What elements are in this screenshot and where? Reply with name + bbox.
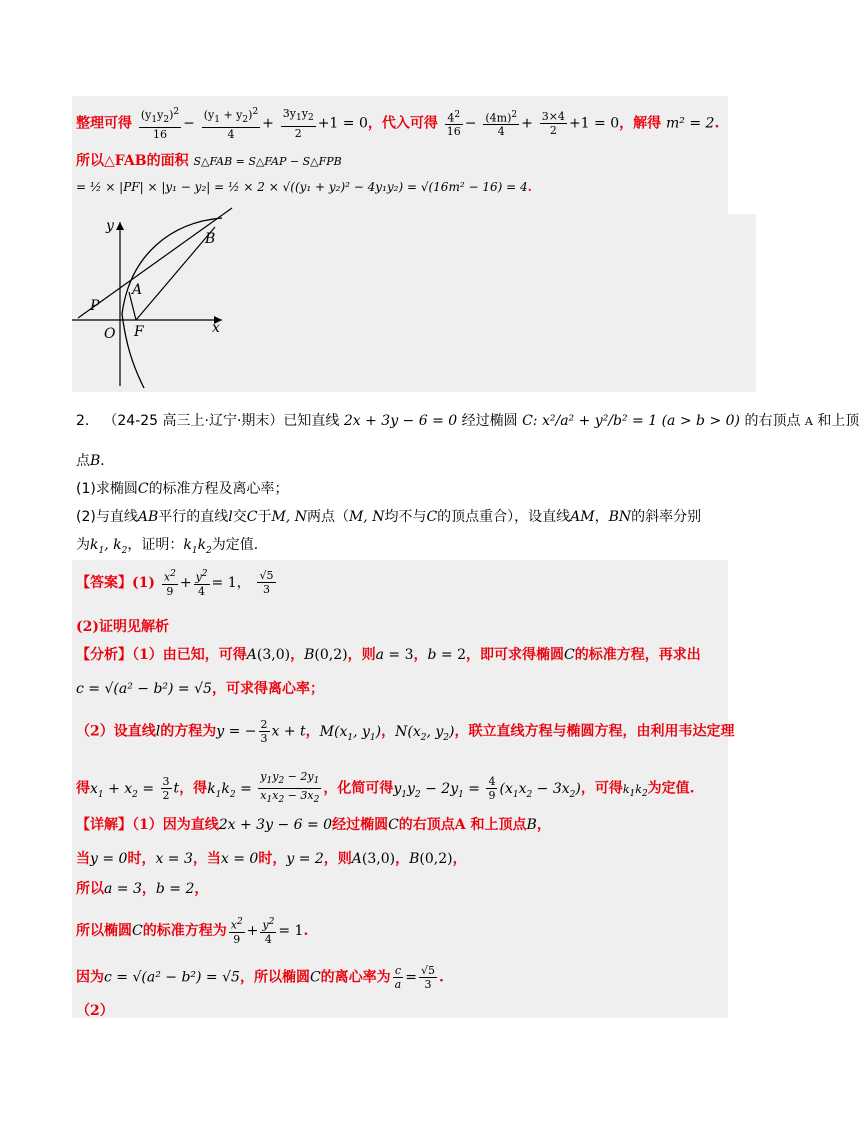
segment-fb <box>136 227 215 320</box>
label-y: y <box>106 218 114 234</box>
problem-line-1: 2． （24-25 高三上·辽宁·期末）已知直线 2x + 3y − 6 = 0 经过椭圆 C: x²/a² + y²/b² = 1 (a > b > 0) 的右顶点 A 和上顶 <box>76 413 859 429</box>
y-axis-arrow <box>116 222 124 230</box>
label-x: x <box>212 320 220 336</box>
label-p: P <box>90 298 100 314</box>
detail-line-1: 【详解】（1）因为直线2x + 3y − 6 = 0经过椭圆C的右顶点A 和上顶点B， <box>76 817 551 833</box>
answer-line: 【答案】(1) $\frac{x^2}{9}$ + $\frac{y^2}{4}$ = 1， $\frac{√5}{3}$ <box>76 569 274 598</box>
problem-line-2: 点B． <box>76 453 115 469</box>
detail-line-5: 因为c = √(a² − b²) = √5，所以椭圆C的离心率为 $\frac{c}{a}$ = $\frac{√5}{3}$ . <box>76 964 444 991</box>
top-line-2: 所以△FAB的面积 S△FAB = S△FAP − S△FPB <box>76 153 342 169</box>
line-pab <box>78 208 232 318</box>
analysis-line-1: 【分析】（1）由已知，可得A(3,0)，B(0,2)，则a = 3，b = 2，即可求得椭圆C的标准方程，再求出 <box>76 647 701 663</box>
label-b: B <box>205 231 216 247</box>
problem-q1: (1)求椭圆C的标准方程及离心率； <box>76 481 289 497</box>
problem-q2: (2)与直线AB平行的直线l交C于M, N两点（M, N均不与C的顶点重合），设直线AM，BN的斜率分别 <box>76 509 702 525</box>
detail-line-4: 所以椭圆C的标准方程为 $\frac{x^2}{9}$ + $\frac{y^2}{4}$ = 1. <box>76 917 309 946</box>
detail-line-6: （2） <box>76 1003 114 1019</box>
detail-line-2: 当y = 0时，x = 3，当x = 0时，y = 2，则A(3,0)，B(0,2)， <box>76 851 467 867</box>
label-f: F <box>134 324 144 340</box>
m-result: m² = 2 <box>666 115 715 132</box>
top-line-1: 整理可得 $\frac{(y_1y_2)^2}{16}$ − $\frac{(y_1 + y_2)^2}{4}$ + $\frac{3y_1y_2}{2}$ +1 = 0，代入可得 $\frac{4^2}{16}$ − $\frac{(4m)^2}{4}$ + $\frac{3\times 4}{2}$ +1 = 0，解得 m² = 2. <box>76 107 720 141</box>
analysis-line-2: c = √(a² − b²) = √5，可求得离心率； <box>76 681 324 697</box>
label-a: A <box>132 282 143 298</box>
top-line-3: = ½ × |PF| × |y₁ − y₂| = ½ × 2 × √((y₁ + y₂)² − 4y₁y₂) = √(16m² − 16) = 4. <box>76 180 532 194</box>
label-o: O <box>104 326 116 342</box>
detail-line-3: 所以a = 3，b = 2， <box>76 881 209 897</box>
problem-q3: 为$k_1$, $k_2$，证明：$k_1k_2$为定值． <box>76 537 268 556</box>
analysis-line-3: （2）设直线l的方程为y = − $\frac{2}{3}$ x + t，$M(x_1$, $y_1$)，$N(x_2$, $y_2$)，联立直线方程与椭圆方程，由利用韦达定理 <box>76 718 735 745</box>
answer-line-2: (2)证明见解析 <box>76 619 169 635</box>
parabola-figure <box>72 214 242 390</box>
analysis-line-4: 得$x_1 + x_2$ = $\frac{3}{2}$ t，得$k_1k_2$ = $\frac{y_1y_2 - 2y_1}{x_1x_2 - 3x_2}$ ，化简可得$y_1y_2 - 2y_1$ = $\frac{4}{9}$ $(x_1x_2 - 3x_2)$，可得$k_1k_2$为定值. <box>76 770 695 806</box>
